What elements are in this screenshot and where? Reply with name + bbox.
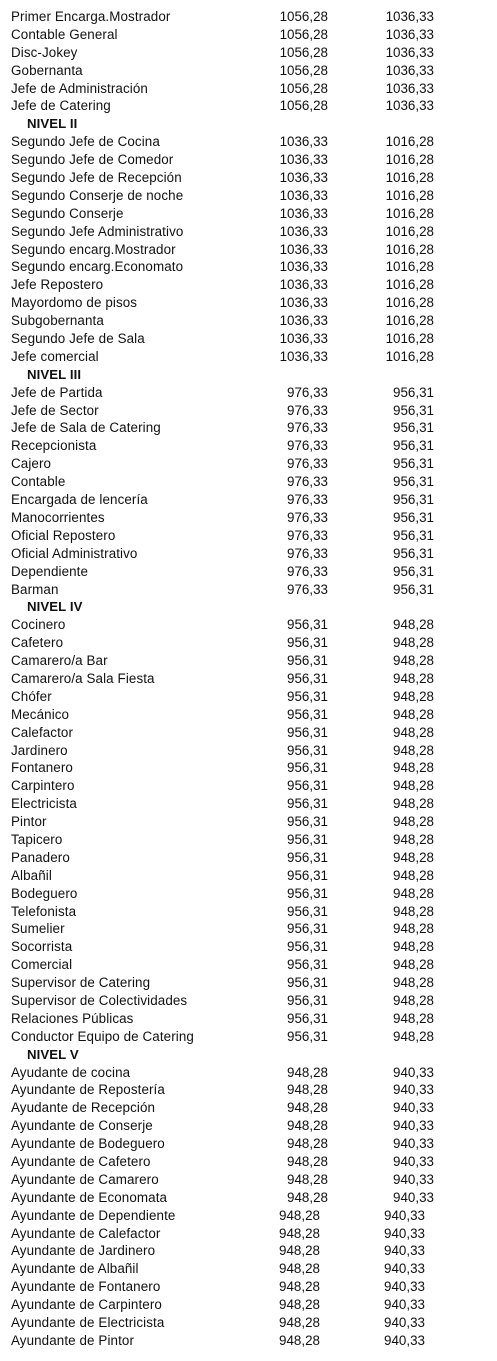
job-title: Oficial Administrativo — [11, 545, 138, 561]
amount-column-1: 1036,33 — [279, 348, 328, 364]
amount-column-1: 956,31 — [287, 653, 328, 669]
amount-column-1: 976,33 — [287, 384, 328, 400]
amount-column-2: 1016,28 — [385, 170, 434, 186]
table-row — [0, 903, 497, 921]
table-row — [0, 151, 497, 169]
table-row — [0, 581, 497, 599]
table-row — [0, 992, 497, 1010]
amount-column-2: 948,28 — [393, 831, 434, 847]
table-row — [0, 563, 497, 581]
amount-column-2: 940,33 — [384, 1315, 425, 1331]
job-title: Jefe de Partida — [11, 384, 103, 400]
amount-column-1: 1056,28 — [279, 9, 328, 24]
amount-column-2: 940,33 — [384, 1225, 425, 1241]
amount-column-1: 1056,28 — [279, 98, 328, 114]
amount-column-2: 948,28 — [393, 688, 434, 704]
table-row — [0, 938, 497, 956]
amount-column-2: 1016,28 — [385, 277, 434, 293]
table-row — [0, 312, 497, 330]
table-row — [0, 1314, 497, 1332]
job-title: Ayundante de Albañil — [11, 1261, 139, 1277]
table-row — [0, 491, 497, 509]
amount-column-2: 1016,28 — [385, 259, 434, 275]
amount-column-2: 1016,28 — [385, 331, 434, 347]
amount-column-2: 956,31 — [393, 420, 434, 436]
job-title: Segundo encarg.Economato — [11, 259, 184, 275]
job-title: Pintor — [11, 814, 47, 830]
level-heading — [0, 115, 497, 133]
job-title: Segundo Conserje de noche — [11, 187, 184, 203]
job-title: Ayundante de Camarero — [11, 1171, 159, 1187]
amount-column-1: 976,33 — [287, 563, 328, 579]
table-row — [0, 1081, 497, 1099]
job-title: Manocorrientes — [11, 509, 105, 525]
table-row — [0, 1242, 497, 1260]
table-row — [0, 652, 497, 670]
job-title: Supervisor de Colectividades — [11, 992, 188, 1008]
amount-column-2: 1036,33 — [385, 62, 434, 78]
amount-column-2: 940,33 — [393, 1189, 434, 1205]
job-title: Camarero/a Sala Fiesta — [11, 670, 155, 686]
table-row — [0, 473, 497, 491]
table-row — [0, 330, 497, 348]
table-row — [0, 849, 497, 867]
table-row — [0, 419, 497, 437]
table-row — [0, 187, 497, 205]
table-row — [0, 1010, 497, 1028]
amount-column-1: 956,31 — [287, 992, 328, 1008]
amount-column-1: 948,28 — [279, 1225, 320, 1241]
amount-column-1: 956,31 — [287, 706, 328, 722]
job-title: Contable — [11, 474, 66, 490]
job-title: Comercial — [11, 957, 73, 973]
amount-column-2: 1016,28 — [385, 241, 434, 257]
table-row — [0, 795, 497, 813]
amount-column-2: 948,28 — [393, 670, 434, 686]
amount-column-2: 956,31 — [393, 402, 434, 418]
table-row — [0, 545, 497, 563]
job-title: Albañil — [11, 867, 52, 883]
amount-column-1: 956,31 — [287, 1028, 328, 1044]
table-row — [0, 867, 497, 885]
amount-column-2: 1036,33 — [385, 9, 434, 24]
job-title: Ayundante de Bodeguero — [11, 1136, 165, 1152]
amount-column-1: 1036,33 — [279, 205, 328, 221]
amount-column-2: 940,33 — [384, 1279, 425, 1295]
level-heading — [0, 1046, 497, 1064]
amount-column-2: 940,33 — [393, 1118, 434, 1134]
table-row — [0, 885, 497, 903]
amount-column-2: 1016,28 — [385, 313, 434, 329]
table-row — [0, 634, 497, 652]
amount-column-1: 948,28 — [287, 1171, 328, 1187]
amount-column-1: 948,28 — [279, 1332, 320, 1348]
job-title: Gobernanta — [11, 62, 83, 78]
table-row — [0, 80, 497, 98]
job-title: Chófer — [11, 688, 52, 704]
amount-column-2: 1036,33 — [385, 44, 434, 60]
amount-column-1: 948,28 — [287, 1118, 328, 1134]
amount-column-2: 956,31 — [393, 509, 434, 525]
amount-column-1: 948,28 — [287, 1064, 328, 1080]
amount-column-2: 948,28 — [393, 939, 434, 955]
amount-column-1: 1036,33 — [279, 134, 328, 150]
amount-column-1: 956,31 — [287, 903, 328, 919]
level-heading — [0, 598, 497, 616]
amount-column-1: 976,33 — [287, 474, 328, 490]
amount-column-1: 948,28 — [287, 1100, 328, 1116]
job-title: Supervisor de Catering — [11, 975, 151, 991]
job-title: Socorrista — [11, 939, 73, 955]
job-title: Tapicero — [11, 831, 63, 847]
amount-column-2: 1016,28 — [385, 187, 434, 203]
amount-column-2: 1016,28 — [385, 223, 434, 239]
table-row — [0, 831, 497, 849]
amount-column-2: 1036,33 — [385, 26, 434, 42]
job-title: Dependiente — [11, 563, 89, 579]
table-row — [0, 920, 497, 938]
job-title: Ayudante de cocina — [11, 1064, 131, 1080]
amount-column-2: 1036,33 — [385, 80, 434, 96]
amount-column-2: 1016,28 — [385, 134, 434, 150]
amount-column-1: 1056,28 — [279, 44, 328, 60]
table-row — [0, 1135, 497, 1153]
amount-column-2: 948,28 — [393, 653, 434, 669]
amount-column-1: 976,33 — [287, 456, 328, 472]
amount-column-1: 948,28 — [287, 1189, 328, 1205]
table-row — [0, 1171, 497, 1189]
amount-column-2: 956,31 — [393, 563, 434, 579]
amount-column-1: 1036,33 — [279, 223, 328, 239]
amount-column-1: 956,31 — [287, 778, 328, 794]
amount-column-1: 956,31 — [287, 617, 328, 633]
table-row — [0, 62, 497, 80]
amount-column-2: 956,31 — [393, 384, 434, 400]
job-title: Bodeguero — [11, 885, 78, 901]
job-title: Ayundante de Calefactor — [11, 1225, 161, 1241]
job-title: Segundo Jefe de Recepción — [11, 170, 182, 186]
amount-column-1: 956,31 — [287, 939, 328, 955]
amount-column-2: 948,28 — [393, 1028, 434, 1044]
amount-column-1: 948,28 — [287, 1082, 328, 1098]
amount-column-2: 1016,28 — [385, 152, 434, 168]
amount-column-1: 976,33 — [287, 545, 328, 561]
job-title: Relaciones Públicas — [11, 1010, 134, 1026]
table-row — [0, 777, 497, 795]
job-title: Ayundante de Cafetero — [11, 1154, 151, 1169]
amount-column-1: 1036,33 — [279, 331, 328, 347]
amount-column-2: 948,28 — [393, 742, 434, 758]
table-row — [0, 813, 497, 831]
amount-column-1: 976,33 — [287, 527, 328, 543]
table-row — [0, 44, 497, 62]
amount-column-1: 956,31 — [287, 670, 328, 686]
amount-column-2: 940,33 — [384, 1332, 425, 1348]
amount-column-2: 948,28 — [393, 992, 434, 1008]
amount-column-2: 948,28 — [393, 778, 434, 794]
amount-column-1: 1036,33 — [279, 313, 328, 329]
amount-column-1: 1036,33 — [279, 187, 328, 203]
amount-column-1: 1036,33 — [279, 241, 328, 257]
job-title: Ayundante de Electricista — [11, 1315, 165, 1331]
amount-column-1: 948,28 — [287, 1154, 328, 1169]
amount-column-1: 956,31 — [287, 885, 328, 901]
amount-column-2: 940,33 — [384, 1243, 425, 1259]
amount-column-1: 956,31 — [287, 760, 328, 776]
amount-column-1: 956,31 — [287, 849, 328, 865]
table-row — [0, 1278, 497, 1296]
job-title: Jardinero — [11, 742, 68, 758]
amount-column-2: 940,33 — [393, 1154, 434, 1169]
job-title: Segundo Jefe de Cocina — [11, 134, 160, 150]
amount-column-2: 948,28 — [393, 903, 434, 919]
table-row — [0, 8, 497, 26]
amount-column-2: 948,28 — [393, 849, 434, 865]
amount-column-1: 948,28 — [279, 1261, 320, 1277]
job-title: Ayundante de Dependiente — [11, 1207, 176, 1223]
amount-column-2: 1016,28 — [385, 348, 434, 364]
job-title: Jefe comercial — [11, 348, 99, 364]
level-title: NIVEL III — [27, 366, 82, 382]
table-row — [0, 616, 497, 634]
table-row — [0, 133, 497, 151]
amount-column-2: 956,31 — [393, 581, 434, 597]
job-title: Camarero/a Bar — [11, 653, 108, 669]
amount-column-2: 940,33 — [384, 1207, 425, 1223]
salary-table — [0, 8, 497, 1350]
table-row — [0, 1189, 497, 1207]
amount-column-2: 956,31 — [393, 456, 434, 472]
table-row — [0, 1064, 497, 1082]
amount-column-1: 948,28 — [279, 1279, 320, 1295]
amount-column-1: 976,33 — [287, 492, 328, 508]
amount-column-2: 948,28 — [393, 814, 434, 830]
amount-column-1: 948,28 — [279, 1207, 320, 1223]
table-row — [0, 956, 497, 974]
amount-column-1: 956,31 — [287, 975, 328, 991]
job-title: Recepcionista — [11, 438, 97, 454]
job-title: Ayundante de Economata — [11, 1189, 168, 1205]
amount-column-1: 956,31 — [287, 1010, 328, 1026]
amount-column-2: 948,28 — [393, 706, 434, 722]
job-title: Cafetero — [11, 635, 64, 651]
amount-column-1: 956,31 — [287, 796, 328, 812]
amount-column-2: 948,28 — [393, 921, 434, 937]
level-title: NIVEL II — [27, 116, 78, 132]
table-row — [0, 1207, 497, 1225]
amount-column-2: 948,28 — [393, 867, 434, 883]
amount-column-1: 956,31 — [287, 635, 328, 651]
amount-column-1: 948,28 — [279, 1297, 320, 1313]
table-row — [0, 26, 497, 44]
amount-column-1: 956,31 — [287, 724, 328, 740]
job-title: Cocinero — [11, 617, 66, 633]
amount-column-1: 1036,33 — [279, 277, 328, 293]
amount-column-1: 956,31 — [287, 688, 328, 704]
table-row — [0, 276, 497, 294]
amount-column-2: 940,33 — [393, 1082, 434, 1098]
table-row — [0, 509, 497, 527]
job-title: Subgobernanta — [11, 313, 104, 329]
job-title: Oficial Repostero — [11, 527, 116, 543]
job-title: Fontanero — [11, 760, 73, 776]
amount-column-1: 956,31 — [287, 867, 328, 883]
amount-column-1: 956,31 — [287, 957, 328, 973]
amount-column-2: 956,31 — [393, 527, 434, 543]
table-row — [0, 1296, 497, 1314]
table-row — [0, 527, 497, 545]
job-title: Segundo Conserje — [11, 205, 124, 221]
table-row — [0, 169, 497, 187]
amount-column-1: 1056,28 — [279, 62, 328, 78]
amount-column-2: 1036,33 — [385, 98, 434, 114]
table-row — [0, 1153, 497, 1171]
job-title: Jefe de Sala de Catering — [11, 420, 161, 436]
amount-column-2: 940,33 — [393, 1171, 434, 1187]
job-title: Segundo Jefe de Sala — [11, 331, 145, 347]
job-title: Segundo Jefe Administrativo — [11, 223, 184, 239]
amount-column-1: 948,28 — [279, 1315, 320, 1331]
amount-column-1: 976,33 — [287, 420, 328, 436]
amount-column-2: 956,31 — [393, 438, 434, 454]
job-title: Mecánico — [11, 706, 70, 722]
job-title: Segundo encarg.Mostrador — [11, 241, 176, 257]
amount-column-1: 948,28 — [287, 1136, 328, 1152]
table-row — [0, 1260, 497, 1278]
table-row — [0, 455, 497, 473]
amount-column-1: 956,31 — [287, 921, 328, 937]
amount-column-2: 940,33 — [384, 1261, 425, 1277]
job-title: Panadero — [11, 849, 70, 865]
amount-column-2: 948,28 — [393, 760, 434, 776]
table-row — [0, 294, 497, 312]
amount-column-2: 948,28 — [393, 1010, 434, 1026]
table-row — [0, 402, 497, 420]
amount-column-1: 956,31 — [287, 814, 328, 830]
amount-column-1: 976,33 — [287, 438, 328, 454]
amount-column-2: 948,28 — [393, 724, 434, 740]
amount-column-2: 948,28 — [393, 885, 434, 901]
amount-column-1: 1056,28 — [279, 80, 328, 96]
amount-column-2: 948,28 — [393, 635, 434, 651]
amount-column-2: 940,33 — [384, 1297, 425, 1313]
amount-column-1: 1036,33 — [279, 259, 328, 275]
amount-column-2: 956,31 — [393, 492, 434, 508]
job-title: Contable General — [11, 26, 118, 42]
amount-column-1: 1036,33 — [279, 295, 328, 311]
job-title: Sumelier — [11, 921, 65, 937]
job-title: Ayundante de Carpintero — [11, 1297, 162, 1313]
job-title: Conductor Equipo de Catering — [11, 1028, 194, 1044]
amount-column-1: 976,33 — [287, 509, 328, 525]
level-title: NIVEL IV — [27, 599, 83, 615]
table-row — [0, 688, 497, 706]
amount-column-2: 940,33 — [393, 1100, 434, 1116]
amount-column-2: 948,28 — [393, 796, 434, 812]
amount-column-2: 1016,28 — [385, 205, 434, 221]
job-title: Primer Encarga.Mostrador — [11, 9, 171, 24]
table-row — [0, 1028, 497, 1046]
table-row — [0, 670, 497, 688]
amount-column-1: 976,33 — [287, 581, 328, 597]
job-title: Jefe de Administración — [11, 80, 148, 96]
amount-column-2: 940,33 — [393, 1136, 434, 1152]
level-title: NIVEL V — [27, 1046, 79, 1062]
table-row — [0, 724, 497, 742]
job-title: Disc-Jokey — [11, 44, 78, 60]
table-row — [0, 97, 497, 115]
job-title: Jefe Repostero — [11, 277, 104, 293]
table-row — [0, 241, 497, 259]
job-title: Ayudante de Recepción — [11, 1100, 156, 1116]
job-title: Carpintero — [11, 778, 75, 794]
table-row — [0, 759, 497, 777]
amount-column-1: 1036,33 — [279, 170, 328, 186]
job-title: Ayundante de Pintor — [11, 1332, 135, 1348]
amount-column-2: 956,31 — [393, 474, 434, 490]
table-row — [0, 437, 497, 455]
job-title: Jefe de Catering — [11, 98, 111, 114]
job-title: Ayundante de Repostería — [11, 1082, 165, 1098]
amount-column-2: 948,28 — [393, 975, 434, 991]
job-title: Cajero — [11, 456, 52, 472]
amount-column-2: 948,28 — [393, 617, 434, 633]
job-title: Ayundante de Conserje — [11, 1118, 153, 1134]
job-title: Encargada de lencería — [11, 492, 148, 508]
job-title: Segundo Jefe de Comedor — [11, 152, 174, 168]
amount-column-1: 1056,28 — [279, 26, 328, 42]
job-title: Ayundante de Jardinero — [11, 1243, 156, 1259]
job-title: Calefactor — [11, 724, 74, 740]
amount-column-1: 948,28 — [279, 1243, 320, 1259]
job-title: Barman — [11, 581, 59, 597]
table-row — [0, 1099, 497, 1117]
job-title: Ayundante de Fontanero — [11, 1279, 161, 1295]
amount-column-2: 940,33 — [393, 1064, 434, 1080]
table-row — [0, 706, 497, 724]
amount-column-2: 948,28 — [393, 957, 434, 973]
amount-column-1: 976,33 — [287, 402, 328, 418]
table-row — [0, 1117, 497, 1135]
job-title: Mayordomo de pisos — [11, 295, 138, 311]
amount-column-1: 956,31 — [287, 742, 328, 758]
job-title: Jefe de Sector — [11, 402, 99, 418]
table-row — [0, 742, 497, 760]
amount-column-1: 1036,33 — [279, 152, 328, 168]
table-row — [0, 384, 497, 402]
level-heading — [0, 366, 497, 384]
table-row — [0, 1225, 497, 1243]
table-row — [0, 223, 497, 241]
table-row — [0, 258, 497, 276]
job-title: Electricista — [11, 796, 77, 812]
table-row — [0, 348, 497, 366]
amount-column-2: 1016,28 — [385, 295, 434, 311]
table-row — [0, 1332, 497, 1350]
table-row — [0, 205, 497, 223]
amount-column-1: 956,31 — [287, 831, 328, 847]
amount-column-2: 956,31 — [393, 545, 434, 561]
job-title: Telefonista — [11, 903, 77, 919]
table-row — [0, 974, 497, 992]
